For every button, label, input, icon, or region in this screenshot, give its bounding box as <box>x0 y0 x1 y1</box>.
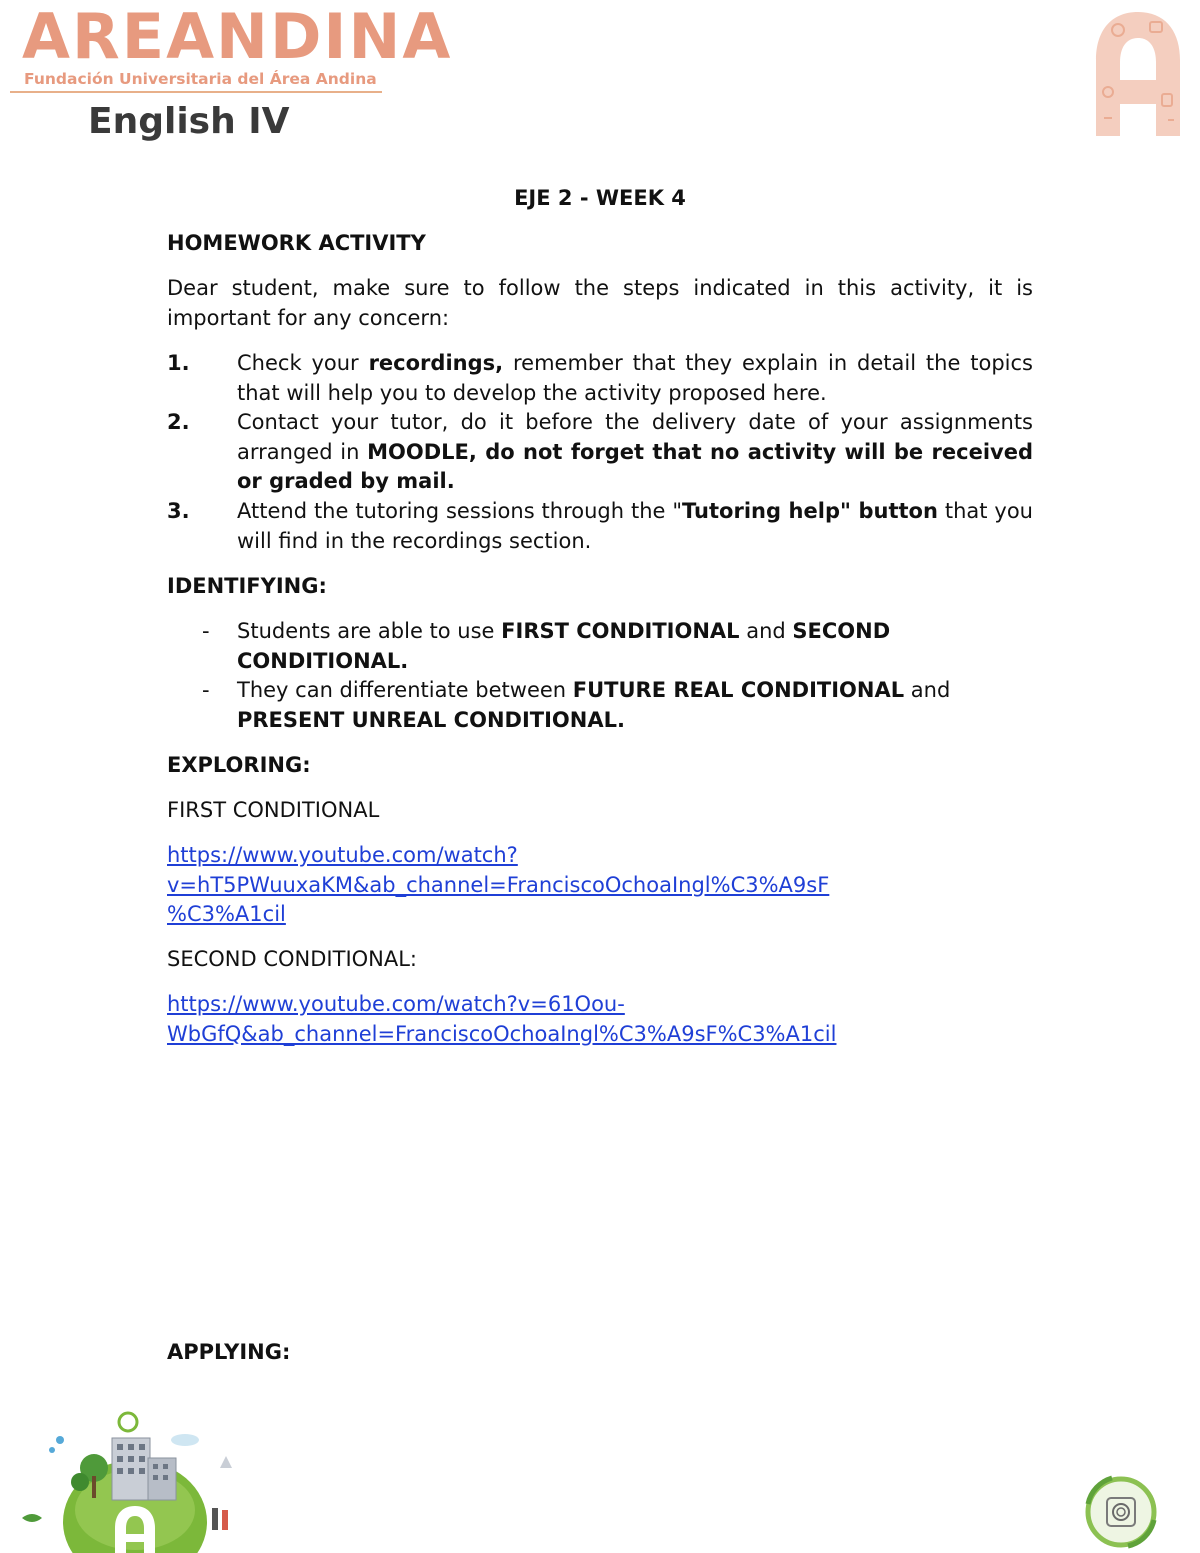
eco-city-illustration-icon <box>20 1410 250 1553</box>
step-text: Check your recordings, remember that they explain in detail the topics that will help you to develop the activity proposed here. <box>237 351 1033 405</box>
logo-underline <box>10 91 382 93</box>
youtube-link-line[interactable]: https://www.youtube.com/watch?v=61Oou- <box>167 992 625 1016</box>
first-conditional-link[interactable] <box>167 841 1033 930</box>
second-conditional-link[interactable] <box>167 990 1033 1049</box>
week-title: EJE 2 - WEEK 4 <box>514 186 686 210</box>
course-title: English IV <box>88 101 290 142</box>
bullet-dash: - <box>202 619 210 643</box>
step-item-1 <box>167 349 1033 409</box>
step-number: 3. <box>167 499 190 523</box>
areandina-logo-text: AREANDINA <box>22 0 453 73</box>
identifying-item-1 <box>167 617 1033 677</box>
areandina-logo-subtitle: Fundación Universitaria del Área Andina <box>24 70 377 88</box>
identifying-item-2 <box>167 676 1033 736</box>
bullet-dash: - <box>202 678 210 702</box>
identifying-heading: IDENTIFYING: <box>167 574 327 598</box>
step-text: Contact your tutor, do it before the delivery date of your assignments arranged in MOODLE, do not forget that no activity will be received or graded by mail. <box>237 410 1033 494</box>
youtube-link-line[interactable]: v=hT5PWuuxaKM&ab_channel=FranciscoOchoaIngl%C3%A9sF <box>167 872 830 897</box>
exploring-heading: EXPLORING: <box>167 753 311 777</box>
identifying-text: Students are able to use FIRST CONDITIONAL and SECOND CONDITIONAL. <box>237 619 891 673</box>
youtube-link-line[interactable]: %C3%A1cil <box>167 902 286 927</box>
step-item-2 <box>167 408 1033 498</box>
step-item-3 <box>167 497 1033 557</box>
applying-heading: APPLYING: <box>167 1340 291 1364</box>
step-text: Attend the tutoring sessions through the "Tutoring help" button that you will find in the recordings section. <box>237 499 1033 553</box>
homework-heading: HOMEWORK ACTIVITY <box>167 231 426 255</box>
second-conditional-label: SECOND CONDITIONAL: <box>167 947 418 971</box>
first-conditional-label: FIRST CONDITIONAL <box>167 798 380 822</box>
identifying-text: They can differentiate between FUTURE REAL CONDITIONAL and PRESENT UNREAL CONDITIONAL. <box>237 678 951 732</box>
youtube-link-line[interactable]: https://www.youtube.com/watch? <box>167 843 518 867</box>
step-number: 2. <box>167 410 190 434</box>
fingerprint-badge-icon <box>1074 1474 1168 1550</box>
areandina-a-logo-icon <box>1088 8 1188 140</box>
youtube-link-line[interactable]: WbGfQ&ab_channel=FranciscoOchoaIngl%C3%A9sF%C3%A1cil <box>167 1021 837 1046</box>
step-number: 1. <box>167 351 190 375</box>
intro-paragraph: Dear student, make sure to follow the steps indicated in this activity, it is important for any concern: <box>167 276 1033 330</box>
